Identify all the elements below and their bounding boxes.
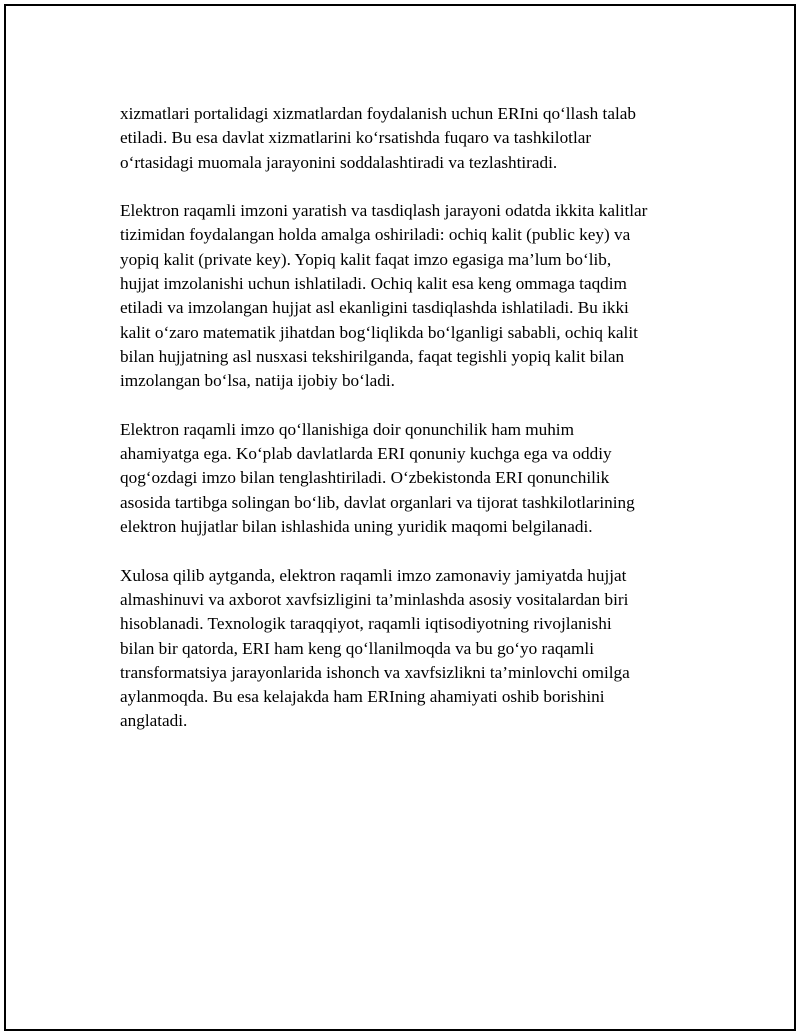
text-line: asosida tartibga solingan bo‘lib, davlat organlari va tijorat tashkilotlarining [120, 492, 635, 512]
text-line: elektron hujjatlar bilan ishlashida uning yuridik maqomi belgilanadi. [120, 517, 593, 537]
text-line: anglatadi. [120, 711, 188, 731]
text-line: etiladi. Bu esa davlat xizmatlarini ko‘rsatishda fuqaro va tashkilotlar [120, 128, 592, 148]
text-line: Elektron raqamli imzoni yaratish va tasdiqlash jarayoni odatda ikkita kalitlar [120, 201, 648, 221]
text-line: tizimidan foydalangan holda amalga oshiriladi: ochiq kalit (public key) va [120, 225, 631, 245]
paragraph-2 [120, 199, 710, 393]
text-line: qog‘ozdagi imzo bilan tenglashtiriladi. O‘zbekistonda ERI qonunchilik [120, 468, 610, 488]
text-line: almashinuvi va axborot xavfsizligini ta’minlashda asosiy vositalardan biri [120, 589, 629, 609]
paragraph-4 [120, 564, 710, 734]
paragraph-1 [120, 102, 710, 175]
text-line: imzolangan bo‘lsa, natija ijobiy bo‘ladi. [120, 371, 395, 391]
text-line: Xulosa qilib aytganda, elektron raqamli imzo zamonaviy jamiyatda hujjat [120, 565, 627, 585]
text-line: bilan hujjatning asl nusxasi tekshirilganda, faqat tegishli yopiq kalit bilan [120, 346, 625, 366]
text-line: hujjat imzolanishi uchun ishlatiladi. Ochiq kalit esa keng ommaga taqdim [120, 274, 627, 294]
text-line: bilan bir qatorda, ERI ham keng qo‘llanilmoqda va bu go‘yo raqamli [120, 638, 594, 658]
text-line: ahamiyatga ega. Ko‘plab davlatlarda ERI qonuniy kuchga ega va oddiy [120, 444, 612, 464]
text-line: o‘rtasidagi muomala jarayonini soddalashtiradi va tezlashtiradi. [120, 152, 558, 172]
text-line: hisoblanadi. Texnologik taraqqiyot, raqamli iqtisodiyotning rivojlanishi [120, 614, 612, 634]
document-body [120, 102, 710, 758]
text-line: yopiq kalit (private key). Yopiq kalit faqat imzo egasiga ma’lum bo‘lib, [120, 249, 612, 269]
page-frame [4, 4, 796, 1031]
paragraph-3 [120, 418, 710, 539]
text-line: etiladi va imzolangan hujjat asl ekanligini tasdiqlashda ishlatiladi. Bu ikki [120, 298, 629, 318]
text-line: Elektron raqamli imzo qo‘llanishiga doir qonunchilik ham muhim [120, 419, 574, 439]
text-line: xizmatlari portalidagi xizmatlardan foydalanish uchun ERIni qo‘llash talab [120, 104, 636, 123]
text-line: transformatsiya jarayonlarida ishonch va xavfsizlikni ta’minlovchi omilga [120, 662, 630, 682]
text-line: kalit o‘zaro matematik jihatdan bog‘liqlikda bo‘lganligi sababli, ochiq kalit [120, 322, 638, 342]
text-line: aylanmoqda. Bu esa kelajakda ham ERIning ahamiyati oshib borishini [120, 687, 605, 707]
